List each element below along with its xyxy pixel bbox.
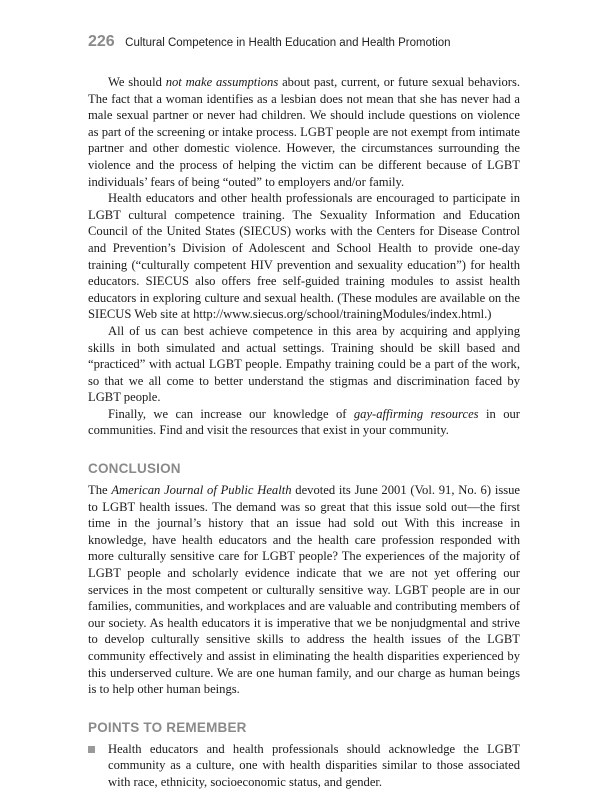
running-title: Cultural Competence in Health Education and Health Promotion [125,37,451,49]
list-item [88,741,520,791]
paragraph-training: Health educators and other health professionals are encouraged to participate in LGBT cultural competence training. The Sexuality Information and Education Council of the United States (SIECUS) works with the Centers for Disease Control and Prevention’s Division of Adolescent and School Health to provide one-day training (“culturally competent HIV prevention and sexuality education”) for health educators. SIECUS also offers free self-guided training modules to assist health educators in exploring culture and sexual health. (These modules are available on the SIECUS Web site at http://www.siecus.org/school/trainingModules/index.html.) [88,191,520,322]
running-head [88,33,451,51]
paragraph-text: in our communities. Find and visit the resources that exist in your community. [88,406,520,438]
body-text [88,74,520,791]
points-list [88,741,520,791]
paragraph-text: devoted its June 2001 (Vol. 91, No. 6) issue to LGBT health issues. The demand was so great that this issue sold out—the first time in the journal’s history that an issue had sold out With this increase in knowledge, have health educators and the health care profession responded with more culturally sensitive care for LGBT people? The experiences of the majority of LGBT people and scholarly evidence indicate that we are not yet offering our services in the most competent or culturally sensitive way. LGBT people are in our families, communities, and workplaces and are valuable and contributing members of our society. As health educators it is imperative that we be nonjudgmental and strive to develop culturally sensitive skills to address the health issues of the LGBT community effectively and assist in eliminating the health disparities experienced by this underserved culture. We are one human family, and our charge as human beings is to help other human beings. [88,483,521,697]
conclusion-paragraph [88,482,520,698]
emphasis-text: gay-affirming resources [353,406,479,421]
paragraph-text: The [88,483,112,498]
paragraph-text: about past, current, or future sexual behaviors. The fact that a woman identifies as a lesbian does not mean that she has never had a male sexual partner or never had children. We should include questions on violence as part of the screening or intake process. LGBT people are not exempt from intimate partner and other domestic violence. However, the circumstances surrounding the violence and the process of helping the victim can be different because of LGBT individuals’ fears of being “outed” to employers and/or family. [88,75,521,189]
paragraph-competence: All of us can best achieve competence in this area by acquiring and applying skills in both simulated and actual settings. Training should be skill based and “practiced” with actual LGBT people. Empathy training could be a part of the work, so that we all come to better understand the stigmas and discrimination faced by LGBT people. [88,323,520,405]
paragraph-text: We should [108,75,166,89]
square-bullet-icon [88,746,95,753]
emphasis-text: not make assumptions [165,75,279,89]
conclusion-heading: CONCLUSION [88,461,181,477]
points-heading: POINTS TO REMEMBER [88,719,247,735]
page-number: 226 [88,33,115,50]
paragraph-assumptions [88,74,520,190]
journal-title: American Journal of Public Health [111,483,292,498]
list-item-text: Health educators and health professionals should acknowledge the LGBT community as a culture, one with health disparities similar to those associated with race, ethnicity, socioeconomic status, and gender. [108,741,520,789]
paragraph-resources [88,406,520,439]
paragraph-text: Finally, we can increase our knowledge of [108,406,354,421]
